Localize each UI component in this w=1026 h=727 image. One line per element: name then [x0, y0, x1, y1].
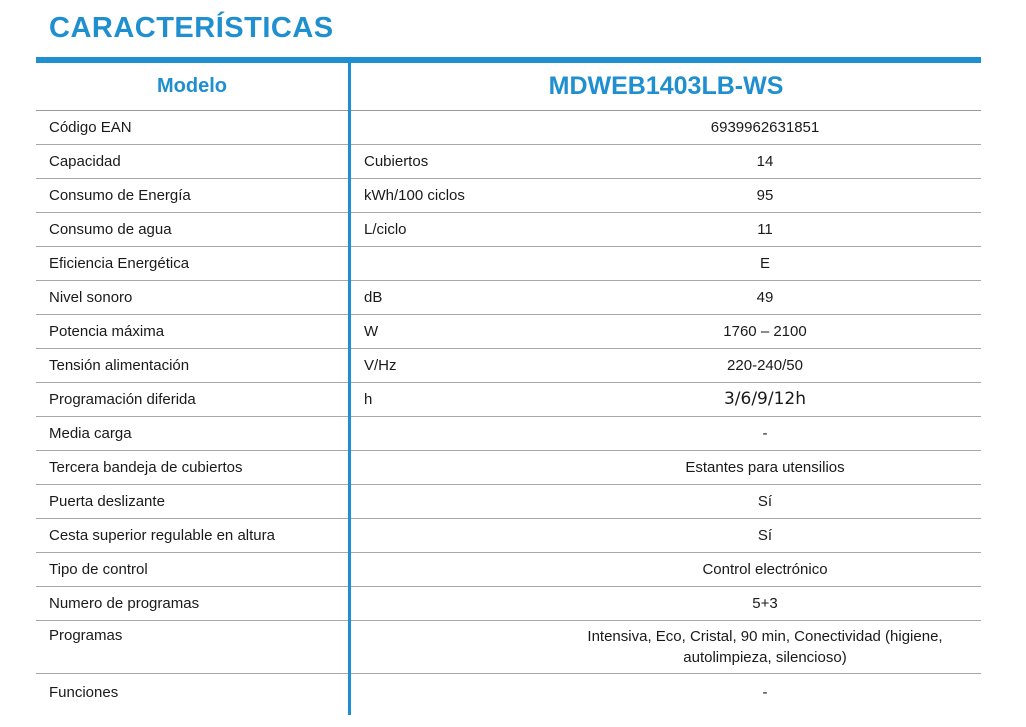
table-row: [36, 349, 981, 383]
row-unit: Cubiertos: [364, 153, 429, 170]
row-label: Tipo de control: [49, 561, 148, 578]
table-row: [36, 179, 981, 213]
row-label: Funciones: [49, 684, 119, 701]
row-unit: dB: [364, 289, 383, 306]
table-row: [36, 674, 981, 711]
row-label: Nivel sonoro: [49, 289, 133, 306]
table-row: [36, 553, 981, 587]
table-row: [36, 111, 981, 145]
row-label: Código EAN: [49, 119, 132, 136]
row-value: -: [762, 425, 768, 442]
row-unit: h: [364, 391, 373, 408]
row-value: E: [759, 255, 770, 272]
row-value: 95: [756, 187, 774, 204]
table-row: [36, 247, 981, 281]
row-label: Programación diferida: [49, 391, 196, 408]
table-row: [36, 621, 981, 674]
row-unit: L/ciclo: [364, 221, 407, 238]
table-row: [36, 485, 981, 519]
row-unit: V/Hz: [364, 357, 397, 374]
table-row: [36, 281, 981, 315]
model-value: MDWEB1403LB-WS: [548, 72, 784, 100]
table-row: [36, 417, 981, 451]
row-value: Sí: [757, 527, 773, 544]
row-label: Eficiencia Energética: [49, 255, 190, 272]
row-label: Puerta deslizante: [49, 493, 165, 510]
row-value: 14: [756, 153, 774, 170]
row-value: Intensiva, Eco, Cristal, 90 min, Conectividad (higiene, autolimpieza, silencioso): [587, 628, 943, 666]
page-title: CARACTERÍSTICAS: [49, 12, 334, 44]
table-row: [36, 451, 981, 485]
table-row: [36, 519, 981, 553]
row-value: Control electrónico: [702, 561, 828, 578]
row-label: Consumo de agua: [49, 221, 172, 238]
specs-table: [36, 63, 981, 711]
row-value: 1760 – 2100: [723, 323, 807, 340]
row-value: 49: [756, 289, 774, 306]
row-label: Potencia máxima: [49, 323, 165, 340]
row-label: Cesta superior regulable en altura: [49, 527, 275, 544]
row-label: Media carga: [49, 425, 132, 442]
row-label: Programas: [49, 627, 123, 644]
row-label: Consumo de Energía: [49, 187, 191, 204]
table-row: [36, 587, 981, 621]
table-header-row: [36, 63, 981, 111]
table-row: [36, 315, 981, 349]
row-label: Tensión alimentación: [49, 357, 190, 374]
row-value: -: [762, 684, 768, 701]
row-value: 3/6/9/12h: [723, 389, 807, 409]
table-row: [36, 383, 981, 417]
row-value: 5+3: [752, 595, 778, 612]
row-unit: W: [364, 323, 379, 340]
row-value: 6939962631851: [710, 119, 820, 136]
row-label: Capacidad: [49, 153, 121, 170]
row-label: Tercera bandeja de cubiertos: [49, 459, 243, 476]
row-value: 11: [757, 221, 773, 238]
row-unit: kWh/100 ciclos: [364, 187, 465, 204]
row-value: 220-240/50: [727, 357, 803, 374]
table-row: [36, 213, 981, 247]
row-label: Numero de programas: [49, 595, 200, 612]
model-label: Modelo: [157, 75, 227, 97]
row-value: Estantes para utensilios: [685, 459, 845, 476]
row-value: Sí: [757, 493, 773, 510]
column-divider: [348, 63, 351, 715]
table-row: [36, 145, 981, 179]
